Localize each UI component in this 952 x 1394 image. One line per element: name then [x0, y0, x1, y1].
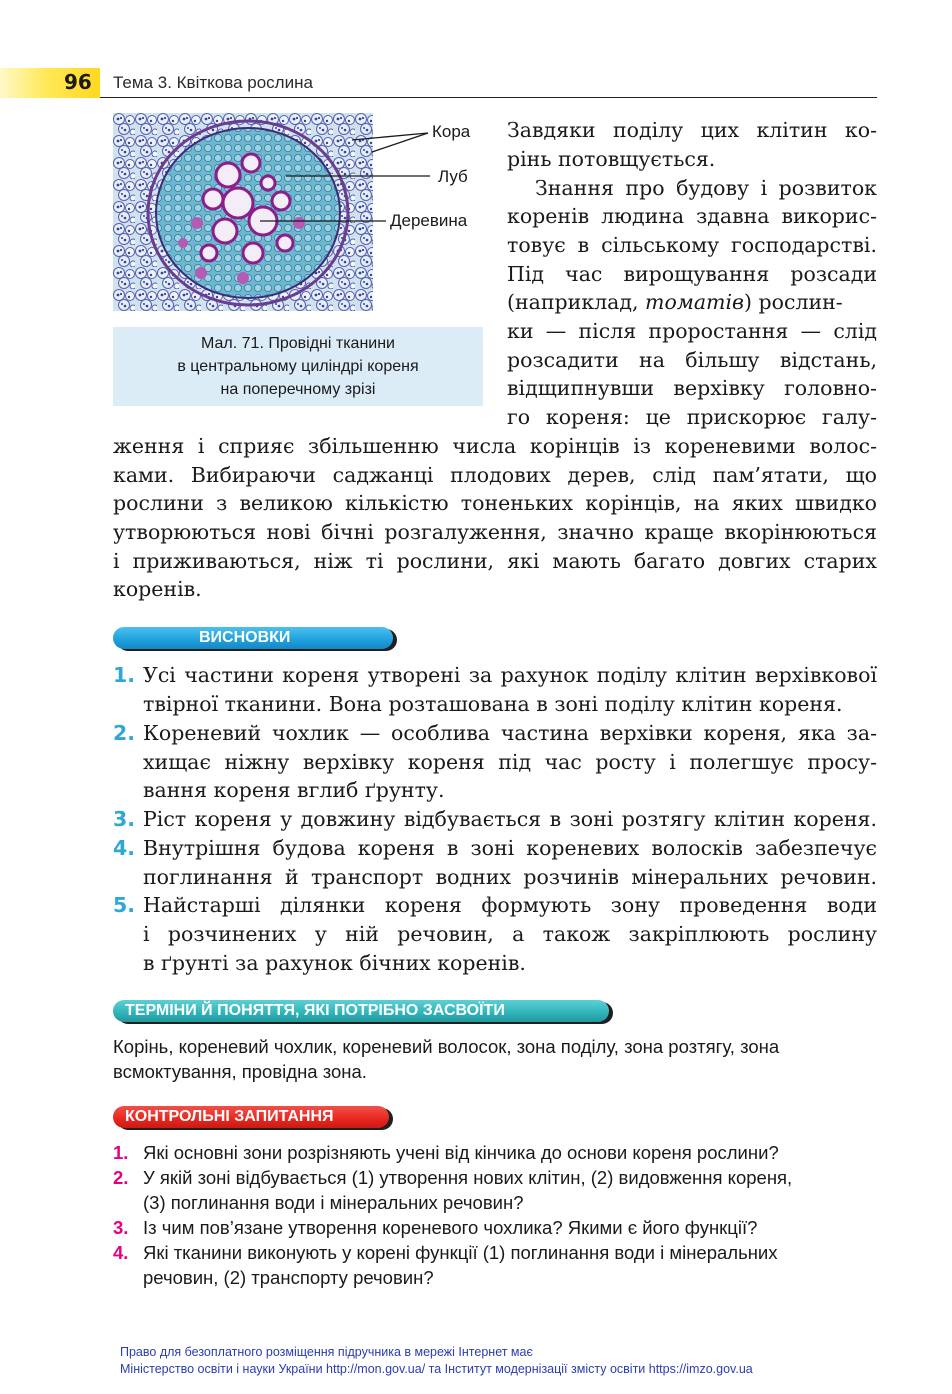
body-line: товує в сільському господарстві.: [507, 233, 877, 257]
question-line: Із чим пов’язане утворення кореневого чохлика? Якими є його функції?: [143, 1217, 758, 1238]
footer-rights-line: Право для безоплатного розміщення підручника в мережі Інтернет має: [120, 1345, 533, 1359]
body-text: (наприклад,: [507, 290, 646, 314]
terms-line: Корінь, кореневий чохлик, кореневий волосок, зона поділу, зона розтягу, зона: [113, 1036, 780, 1057]
conclusion-line: і розчинених у ній речовин, а також закріплюють рослину: [143, 922, 877, 946]
body-text: ) рослин-: [743, 290, 843, 314]
running-title: Тема 3. Квіткова рослина: [113, 73, 313, 92]
body-line: коренів.: [113, 577, 202, 601]
caption-line: в центральному циліндрі кореня: [177, 358, 419, 375]
question-line: Які основні зони розрізняють учені від кінчика до основи кореня рослини?: [143, 1142, 779, 1163]
body-line: і приживаються, ніж ті рослини, які мають багато довгих старих: [113, 549, 877, 573]
label-wood: Деревина: [390, 211, 468, 230]
body-line: рослини з великою кількістю тоненьких корінців, на яких швидко: [113, 491, 877, 515]
body-line: утворюються нові бічні розгалуження, значно краще вкорінюються: [113, 520, 877, 544]
figure-caption: [113, 327, 483, 406]
body-italic-term: томатів: [645, 290, 744, 314]
questions-heading: КОНТРОЛЬНІ ЗАПИТАННЯ: [113, 1106, 389, 1128]
conclusion-line: Внутрішня будова кореня в зоні кореневих волосків забезпечує: [143, 836, 877, 860]
body-line: відщипнувши верхівку головно-: [507, 376, 877, 400]
body-line: рінь потовщується.: [507, 147, 716, 171]
conclusion-line: хищає ніжну верхівку кореня під час росту і полегшує просу-: [143, 750, 877, 774]
body-line: Завдяки поділу цих клітин ко-: [507, 118, 877, 142]
page-number: 96: [64, 70, 92, 94]
caption-line: Мал. 71. Провідні тканини: [201, 335, 395, 352]
caption-line: на поперечному зрізі: [220, 381, 376, 398]
conclusion-line: поглинання й транспорт водних розчинів мінеральних речовин.: [143, 865, 877, 889]
question-line: (3) поглинання води і мінеральних речовин?: [143, 1192, 524, 1213]
conclusions-heading: ВИСНОВКИ: [113, 627, 393, 649]
body-line: Знання про будову і розвиток: [535, 176, 877, 200]
body-line: ження і сприяє збільшенню числа корінців із кореневими волос-: [113, 434, 877, 458]
body-line: Під час вирощування розсади: [507, 262, 877, 286]
conclusion-line: Кореневий чохлик — особлива частина верхівки кореня, яка за-: [143, 721, 877, 745]
question-number: 1.: [113, 1142, 129, 1163]
terms-heading: ТЕРМІНИ Й ПОНЯТТЯ, ЯКІ ПОТРІБНО ЗАСВОЇТИ: [113, 1000, 609, 1022]
conclusion-number: 4.: [113, 836, 136, 860]
header-rule: [100, 97, 877, 98]
conclusion-number: 3.: [113, 807, 136, 831]
terms-line: всмоктування, провідна зона.: [113, 1061, 367, 1082]
conclusion-number: 2.: [113, 721, 136, 745]
body-line: го кореня: це прискорює галу-: [507, 405, 877, 429]
root-cross-section-micrograph: [113, 113, 373, 311]
question-number: 3.: [113, 1217, 129, 1238]
conclusion-line: вання кореня вглиб ґрунту.: [143, 778, 445, 802]
conclusion-line: Усі частини кореня утворені за рахунок поділу клітин верхівкової: [143, 663, 877, 687]
question-line: речовин, (2) транспорту речовин?: [143, 1267, 434, 1288]
question-line: У якій зоні відбувається (1) утворення нових клітин, (2) видовження кореня,: [143, 1167, 793, 1188]
body-line: розсадити на більшу відстань,: [507, 348, 877, 372]
body-line: ками. Вибираючи саджанці плодових дерев, слід пам’ятати, що: [113, 463, 877, 487]
conclusion-line: Ріст кореня у довжину відбувається в зоні розтягу клітин кореня.: [143, 807, 877, 831]
label-bark: Кора: [432, 122, 471, 141]
body-line-italic: [507, 288, 877, 316]
question-number: 4.: [113, 1242, 129, 1263]
conclusion-number: 1.: [113, 663, 136, 687]
footer-links-line[interactable]: Міністерство освіти і науки України http://mon.gov.ua/ та Інститут модернізації змісту освіти https://imzo.gov.ua: [120, 1362, 753, 1376]
conclusion-number: 5.: [113, 893, 136, 917]
conclusion-line: Найстарші ділянки кореня формують зону проведення води: [143, 893, 877, 917]
question-line: Які тканини виконують у корені функції (1) поглинання води і мінеральних: [143, 1242, 778, 1263]
conclusion-line: твірної тканини. Вона розташована в зоні поділу клітин кореня.: [143, 692, 843, 716]
label-phloem: Луб: [438, 167, 468, 186]
body-line: ки — після проростання — слід: [507, 319, 877, 343]
conclusion-line: в ґрунті за рахунок бічних коренів.: [143, 951, 526, 975]
body-line: коренів людина здавна викорис-: [507, 204, 877, 228]
question-number: 2.: [113, 1167, 129, 1188]
